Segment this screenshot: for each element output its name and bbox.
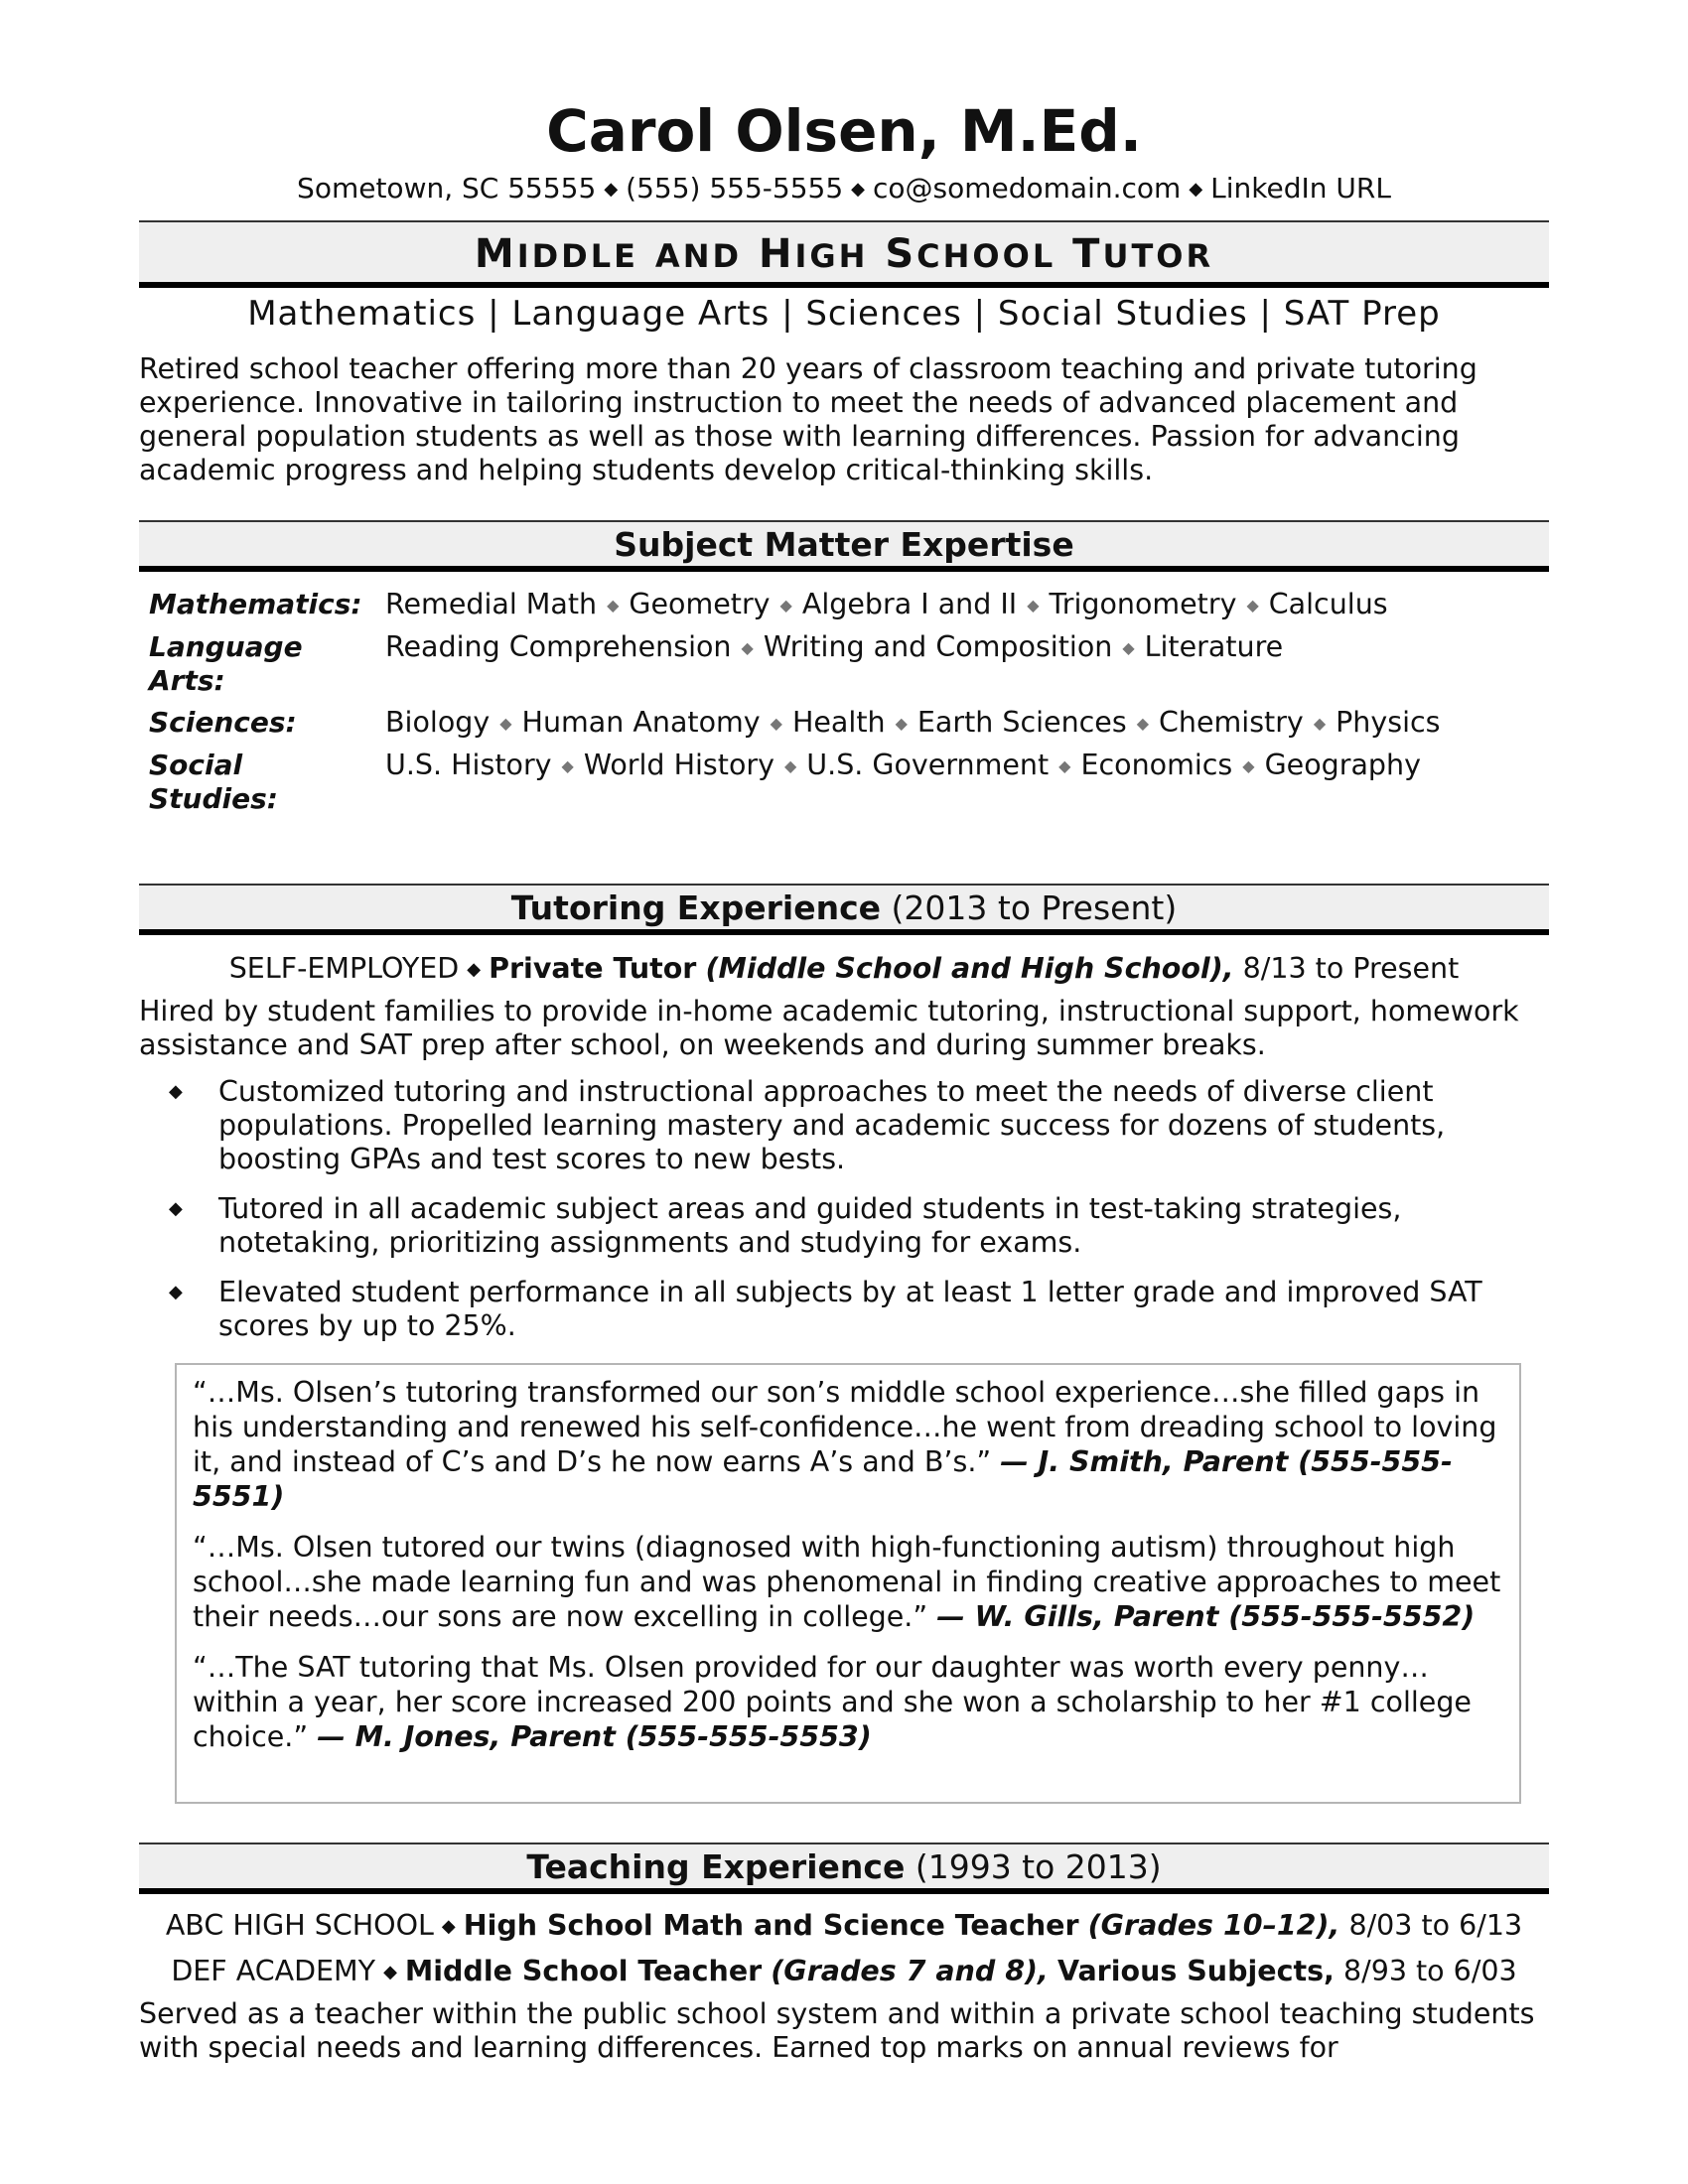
title-band xyxy=(139,220,1549,288)
section-band-teaching xyxy=(139,1843,1549,1894)
expertise-label: Sciences: xyxy=(149,706,297,739)
contact-line xyxy=(0,171,1688,207)
contact-location: Sometown, SC 55555 xyxy=(297,172,597,205)
bullet-item: ◆ Tutored in all academic subject areas and guided students in test-taking strategies, notetaking, prioritizing assignments and studying for exams. xyxy=(169,1192,1402,1259)
expertise-row xyxy=(139,588,1549,622)
testimonials-box xyxy=(175,1363,1521,1804)
bullet-item: ◆ Elevated student performance in all subjects by at least 1 letter grade and improved SAT scores by up to 25%. xyxy=(169,1276,1482,1342)
expertise-label: Social Studies: xyxy=(149,749,278,815)
expertise-items: Biology ◆ Human Anatomy ◆ Health ◆ Earth Sciences ◆ Chemistry ◆ Physics xyxy=(385,706,1441,739)
title-word: SCHOOL xyxy=(885,231,1056,277)
section-band-tutoring xyxy=(139,884,1549,935)
testimonial: “…Ms. Olsen’s tutoring transformed our son’s middle school experience…she filled gaps in his understanding and renewed his self-confidence…he went from dreading school to loving it, and instead of C’s and D’s he now earns A’s and B’s.” — J. Smith, Parent (555-555-5551) xyxy=(193,1376,1497,1513)
diamond-icon: ◆ xyxy=(441,1916,456,1937)
subjects-line: Mathematics | Language Arts | Sciences | Social Studies | SAT Prep xyxy=(247,294,1441,334)
expertise-row xyxy=(139,749,1549,816)
candidate-name: Carol Olsen, M.Ed. xyxy=(546,97,1142,165)
diamond-bullet-icon: ◆ xyxy=(169,1198,183,1219)
contact-email[interactable]: co@somedomain.com xyxy=(873,172,1182,205)
expertise-row xyxy=(139,706,1549,741)
expertise-table xyxy=(139,588,1549,824)
teaching-job-line: ABC HIGH SCHOOL ◆ High School Math and Science Teacher (Grades 10–12), 8/03 to 6/13 xyxy=(165,1909,1523,1942)
diamond-icon: ◆ xyxy=(1242,756,1255,775)
diamond-icon: ◆ xyxy=(499,714,512,733)
tutoring-bullets xyxy=(139,1075,1549,1359)
section-heading: Subject Matter Expertise xyxy=(614,525,1074,564)
job-title xyxy=(139,222,1549,282)
diamond-icon: ◆ xyxy=(1189,179,1203,200)
diamond-bullet-icon: ◆ xyxy=(169,1282,183,1302)
diamond-icon: ◆ xyxy=(1246,596,1259,614)
title-word: HIGH xyxy=(758,231,869,277)
diamond-icon: ◆ xyxy=(561,756,574,775)
teaching-job-line: DEF ACADEMY ◆ Middle School Teacher (Grades 7 and 8), Various Subjects, 8/93 to 6/03 xyxy=(171,1955,1517,1987)
title-word: TUTOR xyxy=(1072,231,1214,277)
testimonial: “…Ms. Olsen tutored our twins (diagnosed with high-functioning autism) throughout high school…she made learning fun and was phenomenal in finding creative approaches to meet their needs…our sons are now excelling in college.” — W. Gills, Parent (555-555-5552) xyxy=(193,1531,1501,1633)
summary: Retired school teacher offering more than 20 years of classroom teaching and private tutoring experience. Innovative in tailoring instruction to meet the needs of advanced placement and general population students as well as those with learning differences. Passion for advancing academic progress and helping students develop critical-thinking skills. xyxy=(139,352,1477,486)
teaching-description: Served as a teacher within the public school system and within a private school teaching students with special needs and learning differences. Earned top marks on annual reviews for xyxy=(139,1997,1535,2064)
diamond-bullet-icon: ◆ xyxy=(169,1081,183,1102)
diamond-icon: ◆ xyxy=(467,959,482,980)
diamond-icon: ◆ xyxy=(741,638,754,657)
section-heading: Teaching Experience (1993 to 2013) xyxy=(526,1847,1162,1886)
expertise-items: Reading Comprehension ◆ Writing and Composition ◆ Literature xyxy=(385,630,1284,663)
section-heading: Tutoring Experience (2013 to Present) xyxy=(510,888,1178,927)
contact-linkedin[interactable]: LinkedIn URL xyxy=(1210,172,1391,205)
diamond-icon: ◆ xyxy=(770,714,782,733)
tutoring-description: Hired by student families to provide in-home academic tutoring, instructional support, homework assistance and SAT prep after school, on weekends and during summer breaks. xyxy=(139,995,1519,1061)
section-band-expertise xyxy=(139,520,1549,572)
diamond-icon: ◆ xyxy=(607,596,620,614)
expertise-items: Remedial Math ◆ Geometry ◆ Algebra I and II ◆ Trigonometry ◆ Calculus xyxy=(385,588,1388,620)
diamond-icon: ◆ xyxy=(851,179,865,200)
expertise-items: U.S. History ◆ World History ◆ U.S. Government ◆ Economics ◆ Geography xyxy=(385,749,1421,781)
bullet-item: ◆ Customized tutoring and instructional approaches to meet the needs of diverse client populations. Propelled learning mastery and academic success for dozens of students, boosting GPAs and test scores to new bests. xyxy=(169,1075,1446,1175)
contact-phone: (555) 555-5555 xyxy=(626,172,844,205)
diamond-icon: ◆ xyxy=(1122,638,1135,657)
diamond-icon: ◆ xyxy=(1027,596,1040,614)
diamond-icon: ◆ xyxy=(383,1962,397,1982)
title-word: AND xyxy=(654,237,743,275)
expertise-row xyxy=(139,630,1549,698)
expertise-label: Mathematics: xyxy=(149,588,362,620)
title-word: MIDDLE xyxy=(474,231,638,277)
diamond-icon: ◆ xyxy=(895,714,908,733)
diamond-icon: ◆ xyxy=(1058,756,1071,775)
tutoring-job-line: SELF-EMPLOYED ◆ Private Tutor (Middle School and High School), 8/13 to Present xyxy=(228,952,1460,985)
testimonial: “…The SAT tutoring that Ms. Olsen provided for our daughter was worth every penny…within a year, her score increased 200 points and she won a scholarship to her #1 college choice.” — M. Jones, Parent (555-555-5553) xyxy=(193,1651,1472,1753)
diamond-icon: ◆ xyxy=(1136,714,1150,733)
diamond-icon: ◆ xyxy=(604,179,619,200)
expertise-label: Language Arts: xyxy=(149,630,303,697)
diamond-icon: ◆ xyxy=(783,756,797,775)
diamond-icon: ◆ xyxy=(779,596,792,614)
diamond-icon: ◆ xyxy=(1313,714,1327,733)
